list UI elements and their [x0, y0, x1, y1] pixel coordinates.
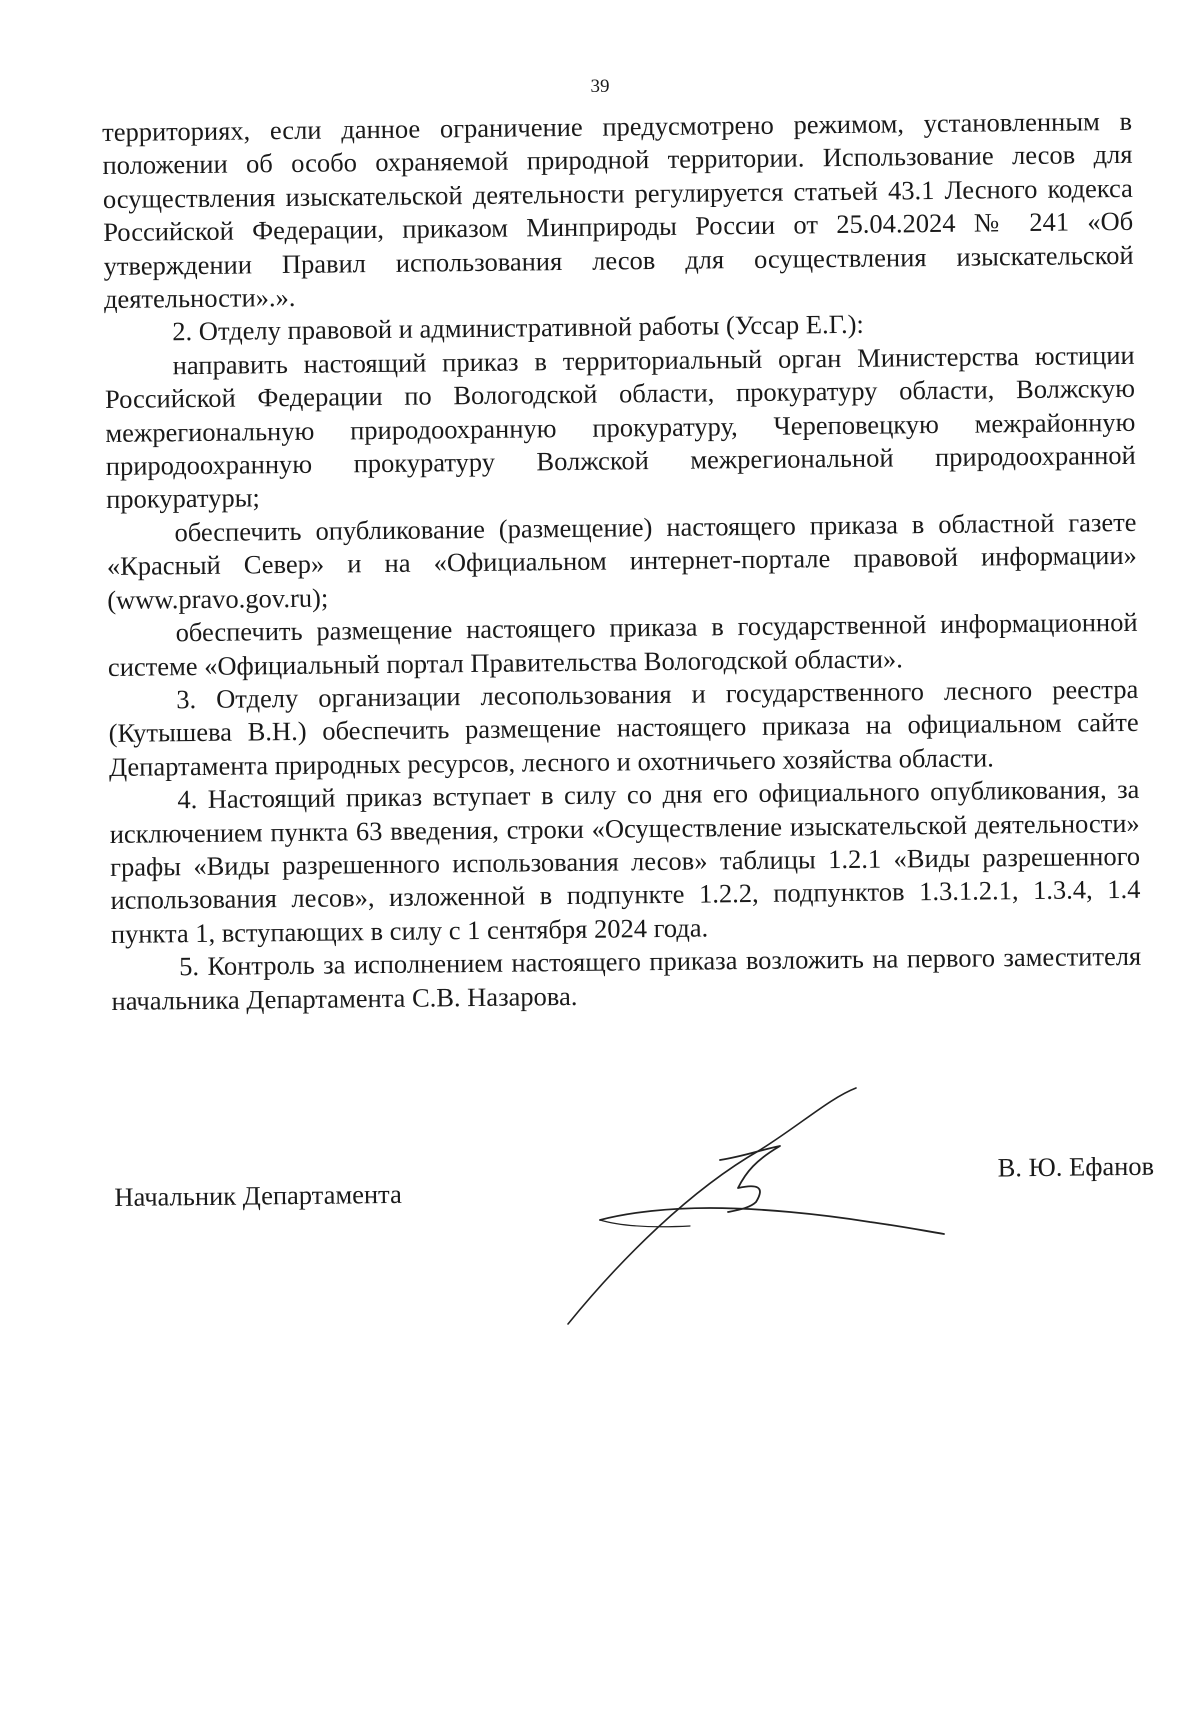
page-number: 39	[590, 76, 610, 97]
paragraph-item-3: 3. Отделу организации лесопользования и государственного лесного реестра (Кутышева В.Н.) обеспечить размещение настоящего приказа на официальном сайте Департамента природных ресурсов, лесного и охотничьего хозяйства области.	[108, 673, 1139, 782]
signer-name: В. Ю. Ефанов	[997, 1150, 1155, 1183]
paragraph-item-5: 5. Контроль за исполнением настоящего приказа возложить на первого заместителя начальника Департамента С.В. Назарова.	[111, 940, 1142, 1016]
signature-block	[114, 1151, 1155, 1222]
paragraph-item-2-publish: обеспечить опубликование (размещение) настоящего приказа в областной газете «Красный Север» и на «Официальном интернет-портале правовой информации» (www.pravo.gov.ru);	[106, 506, 1137, 615]
signer-position: Начальник Департамента	[114, 1178, 402, 1212]
paragraph-item-4: 4. Настоящий приказ вступает в силу со дня его официального опубликования, за исключением пункта 63 введения, строки «Осуществление изыскательской деятельности» графы «Виды разрешенного использования лесов» таблицы 1.2.1 «Виды разрешенного использования лесов», изложенной в подпункте 1.2.2, подпунктов 1.3.1.2.1, 1.3.4, 1.4 пункта 1, вступающих в силу с 1 сентября 2024 года.	[109, 773, 1141, 949]
paragraph-continuation: территориях, если данное ограничение предусмотрено режимом, установленным в положении об особо охраняемой природной территории. Использование лесов для осуществления изыскательской деятельности регулируется статьей 43.1 Лесного кодекса Российской Федерации, приказом Минприроды России от 25.04.2024 № 241 «Об утверждении Правил использования лесов для осуществления изыскательской деятельности».».	[102, 105, 1134, 315]
paragraph-item-2-portal: обеспечить размещение настоящего приказа в государственной информационной системе «Официальный портал Правительства Вологодской области».	[107, 606, 1138, 682]
paragraph-item-2-send: направить настоящий приказ в территориальный орган Министерства юстиции Российской Федерации по Вологодской области, прокуратуру области, Волжскую межрегиональную природоохранную прокуратуру, Череповецкую межрайонную природоохранную прокуратуру Волжской межрегиональной природоохранной прокуратуры;	[104, 339, 1136, 515]
document-body	[102, 105, 1142, 1018]
paragraph-item-2: 2. Отделу правовой и административной работы (Уссар Е.Г.):	[172, 309, 864, 347]
